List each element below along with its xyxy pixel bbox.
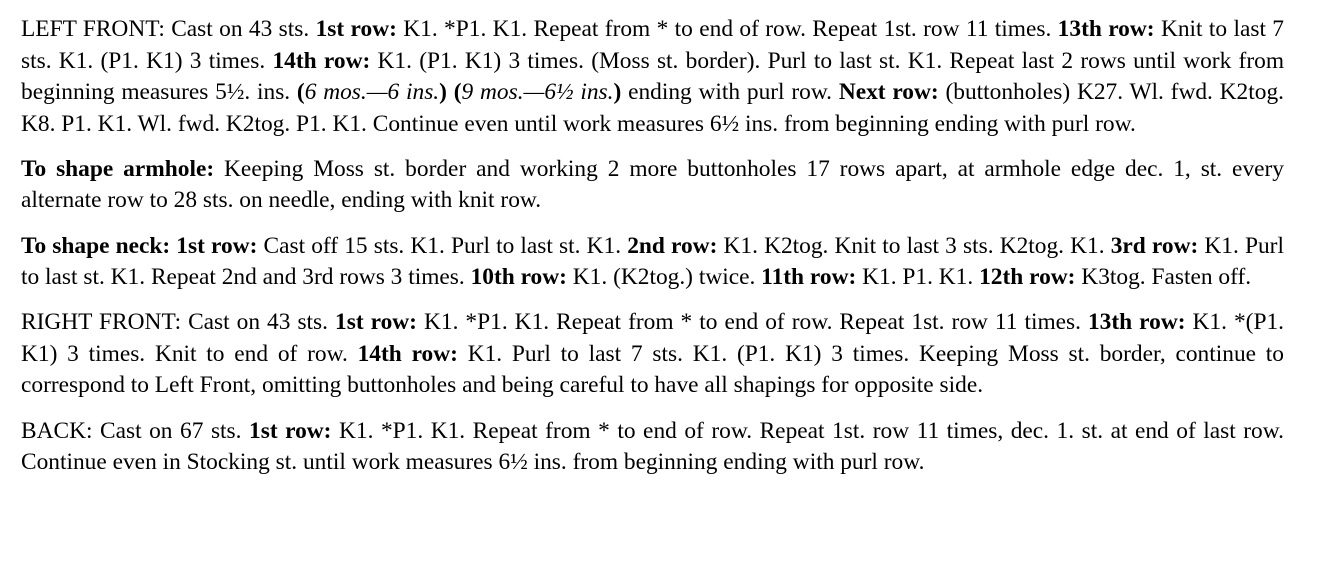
bold-heading-text: ) bbox=[613, 79, 622, 106]
bold-heading-text: 14th row: bbox=[357, 340, 458, 367]
bold-heading-text: To shape neck: 1st row: bbox=[21, 232, 258, 259]
body-text: K1. *(P1. K1) 3 times. Knit to end of row. bbox=[21, 309, 1285, 367]
body-text: LEFT FRONT: Cast on 43 sts. bbox=[21, 16, 316, 42]
bold-heading-text: 1st row: bbox=[335, 309, 417, 336]
body-text: K1. *P1. K1. Repeat from * to end of row. Repeat 1st. row 11 times. bbox=[416, 309, 1088, 336]
bold-heading-text: ) bbox=[439, 79, 447, 106]
body-text: K1. K2tog. Knit to last 3 sts. K2tog. K1. bbox=[717, 232, 1111, 259]
body-text: ending with purl row. bbox=[621, 79, 839, 106]
bold-heading-text: 10th row: bbox=[470, 264, 567, 291]
bold-heading-text: Next row: bbox=[838, 79, 939, 106]
body-text bbox=[447, 79, 454, 105]
bold-heading-text: 11th row: bbox=[761, 264, 857, 291]
bold-heading-text: 13th row: bbox=[1057, 16, 1155, 42]
italic-size-text: 6 mos.—6 ins. bbox=[304, 79, 440, 106]
bold-heading-text: 1st row: bbox=[315, 16, 397, 42]
bold-heading-text: To shape armhole: bbox=[21, 155, 215, 182]
body-text: Cast off 15 sts. K1. Purl to last st. K1. bbox=[257, 232, 628, 259]
bold-heading-text: 13th row: bbox=[1087, 309, 1186, 336]
body-text: K3tog. Fasten off. bbox=[1075, 264, 1252, 291]
paragraph-right-front bbox=[21, 307, 1284, 402]
body-text: (buttonholes) K27. Wl. fwd. K2tog. K8. P1. K1. Wl. fwd. K2tog. P1. K1. Continue even until work measures 6½ ins. from beginning ending with purl row. bbox=[21, 79, 1284, 137]
body-text: K1. P1. K1. bbox=[856, 264, 980, 291]
bold-heading-text: ( bbox=[296, 79, 305, 106]
paragraph-left-front bbox=[21, 14, 1284, 140]
body-text: K1. *P1. K1. Repeat from * to end of row. Repeat 1st. row 11 times. bbox=[396, 16, 1058, 42]
paragraph-shape-neck bbox=[21, 231, 1284, 294]
body-text: RIGHT FRONT: Cast on 43 sts. bbox=[21, 309, 336, 336]
pattern-document bbox=[21, 14, 1284, 479]
body-text: BACK: Cast on 67 sts. bbox=[21, 417, 250, 444]
body-text: Keeping Moss st. border and working 2 more buttonholes 17 rows apart, at armhole edge dec. 1, st. every alternate row to 28 sts. on needle, ending with knit row. bbox=[21, 155, 1284, 214]
bold-heading-text: ( bbox=[453, 79, 462, 106]
bold-heading-text: 1st row: bbox=[249, 417, 332, 444]
paragraph-shape-armhole bbox=[21, 154, 1284, 217]
paragraph-back bbox=[21, 416, 1284, 479]
italic-size-text: 9 mos.—6½ ins. bbox=[461, 79, 614, 106]
body-text: K1. Purl to last st. K1. Repeat 2nd and 3rd rows 3 times. bbox=[21, 232, 1284, 291]
body-text: K1. (K2tog.) twice. bbox=[566, 264, 762, 291]
bold-heading-text: 3rd row: bbox=[1110, 232, 1199, 259]
body-text: Knit to last 7 sts. K1. (P1. K1) 3 times. bbox=[21, 16, 1285, 74]
bold-heading-text: 14th row: bbox=[272, 47, 371, 74]
body-text: K1. *P1. K1. Repeat from * to end of row. Repeat 1st. row 11 times, dec. 1. st. at end of last row. Continue even in Stocking st. until work measures 6½ ins. from beginning ending with purl row. bbox=[21, 417, 1284, 476]
body-text: K1. (P1. K1) 3 times. (Moss st. border). Purl to last st. K1. Repeat last 2 rows until work from beginning measures 5½. ins. bbox=[21, 47, 1285, 106]
bold-heading-text: 2nd row: bbox=[627, 232, 718, 259]
body-text: K1. Purl to last 7 sts. K1. (P1. K1) 3 times. Keeping Moss st. border, continue to correspond to Left Front, omitting buttonholes and being careful to have all shapings for opposite side. bbox=[21, 340, 1284, 399]
bold-heading-text: 12th row: bbox=[979, 264, 1076, 291]
